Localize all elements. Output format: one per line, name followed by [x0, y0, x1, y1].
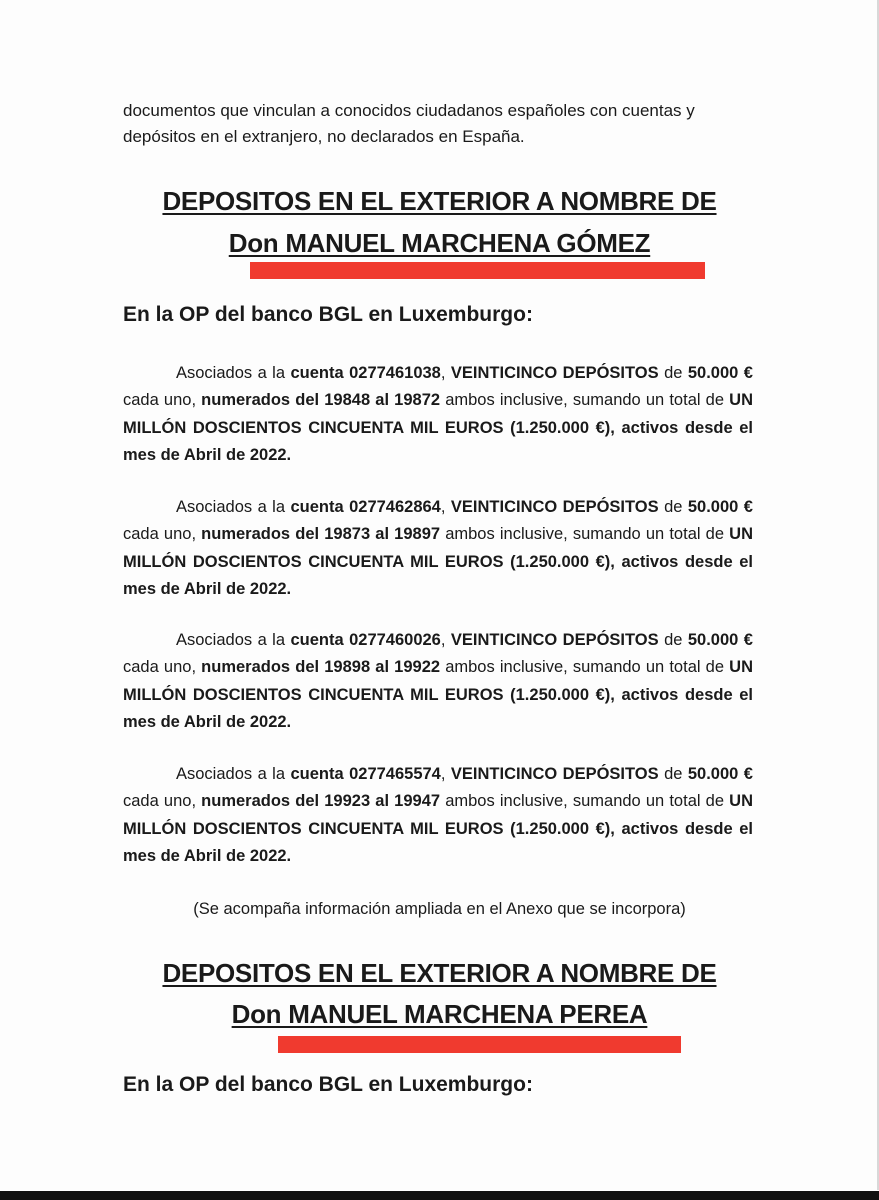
- bottom-edge: [0, 1191, 879, 1200]
- section2-bank: En la OP del banco BGL en Luxemburgo:: [123, 1073, 533, 1096]
- deposit-entry: Asociados a la cuenta 0277461038, VEINTICINCO DEPÓSITOS de 50.000 € cada uno, numerados del 19848 al 19872 ambos inclusive, sumando un total de UN MILLÓN DOSCIENTOS CINCUENTA MIL EUROS (1.250.000 €), activos desde el mes de Abril de 2022.: [123, 364, 753, 464]
- section2-heading-line2: Don MANUEL MARCHENA PEREA: [231, 999, 648, 1029]
- deposit-entry: Asociados a la cuenta 0277460026, VEINTICINCO DEPÓSITOS de 50.000 € cada uno, numerados del 19898 al 19922 ambos inclusive, sumando un total de UN MILLÓN DOSCIENTOS CINCUENTA MIL EUROS (1.250.000 €), activos desde el mes de Abril de 2022.: [123, 631, 753, 731]
- section1-heading-line2: Don MANUEL MARCHENA GÓMEZ: [228, 228, 651, 258]
- redaction-bar: [250, 262, 705, 279]
- intro-paragraph: documentos que vinculan a conocidos ciudadanos españoles con cuentas y depósitos en el extranjero, no declarados en España.: [123, 101, 695, 146]
- section1-heading-line1: DEPOSITOS EN EL EXTERIOR A NOMBRE DE: [162, 186, 717, 216]
- deposit-entry: Asociados a la cuenta 0277465574, VEINTICINCO DEPÓSITOS de 50.000 € cada uno, numerados del 19923 al 19947 ambos inclusive, sumando un total de UN MILLÓN DOSCIENTOS CINCUENTA MIL EUROS (1.250.000 €), activos desde el mes de Abril de 2022.: [123, 765, 753, 865]
- annex-note: (Se acompaña información ampliada en el Anexo que se incorpora): [193, 900, 686, 918]
- section2-heading-line1: DEPOSITOS EN EL EXTERIOR A NOMBRE DE: [162, 958, 717, 988]
- redaction-bar: [278, 1036, 681, 1053]
- deposit-entry: Asociados a la cuenta 0277462864, VEINTICINCO DEPÓSITOS de 50.000 € cada uno, numerados del 19873 al 19897 ambos inclusive, sumando un total de UN MILLÓN DOSCIENTOS CINCUENTA MIL EUROS (1.250.000 €), activos desde el mes de Abril de 2022.: [123, 498, 753, 598]
- section1-bank: En la OP del banco BGL en Luxemburgo:: [123, 303, 533, 326]
